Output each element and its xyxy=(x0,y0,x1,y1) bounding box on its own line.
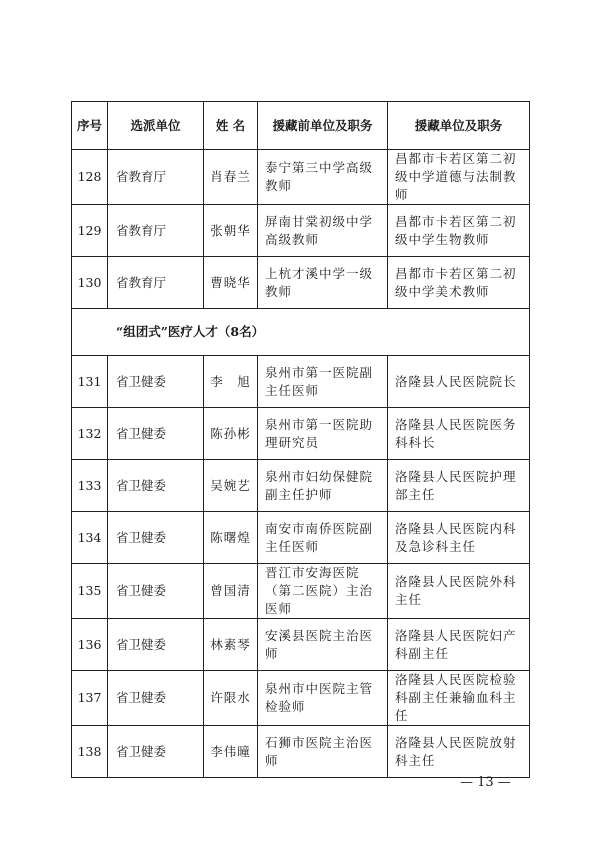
table-row xyxy=(72,257,530,309)
header-no: 序号 xyxy=(72,102,108,150)
row-unit: 省卫健委 xyxy=(108,460,204,512)
row-name: 许限水 xyxy=(204,671,258,726)
table-row xyxy=(72,619,530,671)
row-new-position: 洛隆县人民医院医务科科长 xyxy=(388,408,530,460)
row-number: 138 xyxy=(72,726,108,778)
row-number: 137 xyxy=(72,671,108,726)
row-number: 128 xyxy=(72,150,108,205)
row-unit: 省卫健委 xyxy=(108,408,204,460)
row-new-position: 昌都市卡若区第二初级中学生物教师 xyxy=(388,205,530,257)
row-number: 133 xyxy=(72,460,108,512)
page-number: — 13 — xyxy=(460,775,511,790)
row-number: 134 xyxy=(72,512,108,564)
row-new-position: 昌都市卡若区第二初级中学美术教师 xyxy=(388,257,530,309)
row-prev-position: 泉州市妇幼保健院副主任护师 xyxy=(258,460,388,512)
row-prev-position: 南安市南侨医院副主任医师 xyxy=(258,512,388,564)
row-prev-position: 上杭才溪中学一级教师 xyxy=(258,257,388,309)
table-row xyxy=(72,671,530,726)
table-row xyxy=(72,726,530,778)
row-unit: 省教育厅 xyxy=(108,150,204,205)
table-row xyxy=(72,150,530,205)
section-row xyxy=(72,309,530,356)
row-new-position: 洛隆县人民医院内科及急诊科主任 xyxy=(388,512,530,564)
row-prev-position: 泉州市中医院主管检验师 xyxy=(258,671,388,726)
row-new-position: 洛隆县人民医院检验科副主任兼输血科主任 xyxy=(388,671,530,726)
table-row xyxy=(72,356,530,408)
section-title: “组团式”医疗人才（8名） xyxy=(72,309,530,356)
row-number: 129 xyxy=(72,205,108,257)
row-name: 陈曙煌 xyxy=(204,512,258,564)
row-prev-position: 晋江市安海医院（第二医院）主治医师 xyxy=(258,564,388,619)
table-row xyxy=(72,460,530,512)
row-unit: 省卫健委 xyxy=(108,564,204,619)
row-unit: 省教育厅 xyxy=(108,205,204,257)
row-new-position: 昌都市卡若区第二初级中学道德与法制教师 xyxy=(388,150,530,205)
header-new: 援藏单位及职务 xyxy=(388,102,530,150)
row-new-position: 洛隆县人民医院妇产科副主任 xyxy=(388,619,530,671)
table-row xyxy=(72,205,530,257)
row-number: 130 xyxy=(72,257,108,309)
row-number: 132 xyxy=(72,408,108,460)
table-header-row xyxy=(72,102,530,150)
row-name: 李伟曈 xyxy=(204,726,258,778)
row-prev-position: 屏南甘棠初级中学高级教师 xyxy=(258,205,388,257)
row-number: 136 xyxy=(72,619,108,671)
row-name: 肖春兰 xyxy=(204,150,258,205)
row-prev-position: 泉州市第一医院助理研究员 xyxy=(258,408,388,460)
row-unit: 省卫健委 xyxy=(108,726,204,778)
row-new-position: 洛隆县人民医院放射科主任 xyxy=(388,726,530,778)
row-unit: 省教育厅 xyxy=(108,257,204,309)
table-row xyxy=(72,408,530,460)
row-unit: 省卫健委 xyxy=(108,619,204,671)
row-name: 林素琴 xyxy=(204,619,258,671)
header-unit: 选派单位 xyxy=(108,102,204,150)
row-name: 陈孙彬 xyxy=(204,408,258,460)
row-prev-position: 安溪县医院主治医师 xyxy=(258,619,388,671)
table-row xyxy=(72,564,530,619)
table-row xyxy=(72,512,530,564)
row-new-position: 洛隆县人民医院院长 xyxy=(388,356,530,408)
row-number: 135 xyxy=(72,564,108,619)
header-prev: 援藏前单位及职务 xyxy=(258,102,388,150)
row-unit: 省卫健委 xyxy=(108,356,204,408)
header-name: 姓 名 xyxy=(204,102,258,150)
row-unit: 省卫健委 xyxy=(108,671,204,726)
personnel-table xyxy=(71,101,530,778)
row-name: 张朝华 xyxy=(204,205,258,257)
row-name: 吴婉艺 xyxy=(204,460,258,512)
row-prev-position: 泰宁第三中学高级教师 xyxy=(258,150,388,205)
row-new-position: 洛隆县人民医院护理部主任 xyxy=(388,460,530,512)
row-prev-position: 泉州市第一医院副主任医师 xyxy=(258,356,388,408)
row-name: 曹晓华 xyxy=(204,257,258,309)
row-new-position: 洛隆县人民医院外科主任 xyxy=(388,564,530,619)
row-prev-position: 石狮市医院主治医师 xyxy=(258,726,388,778)
row-name: 曾国清 xyxy=(204,564,258,619)
row-name: 李 旭 xyxy=(204,356,258,408)
row-unit: 省卫健委 xyxy=(108,512,204,564)
row-number: 131 xyxy=(72,356,108,408)
